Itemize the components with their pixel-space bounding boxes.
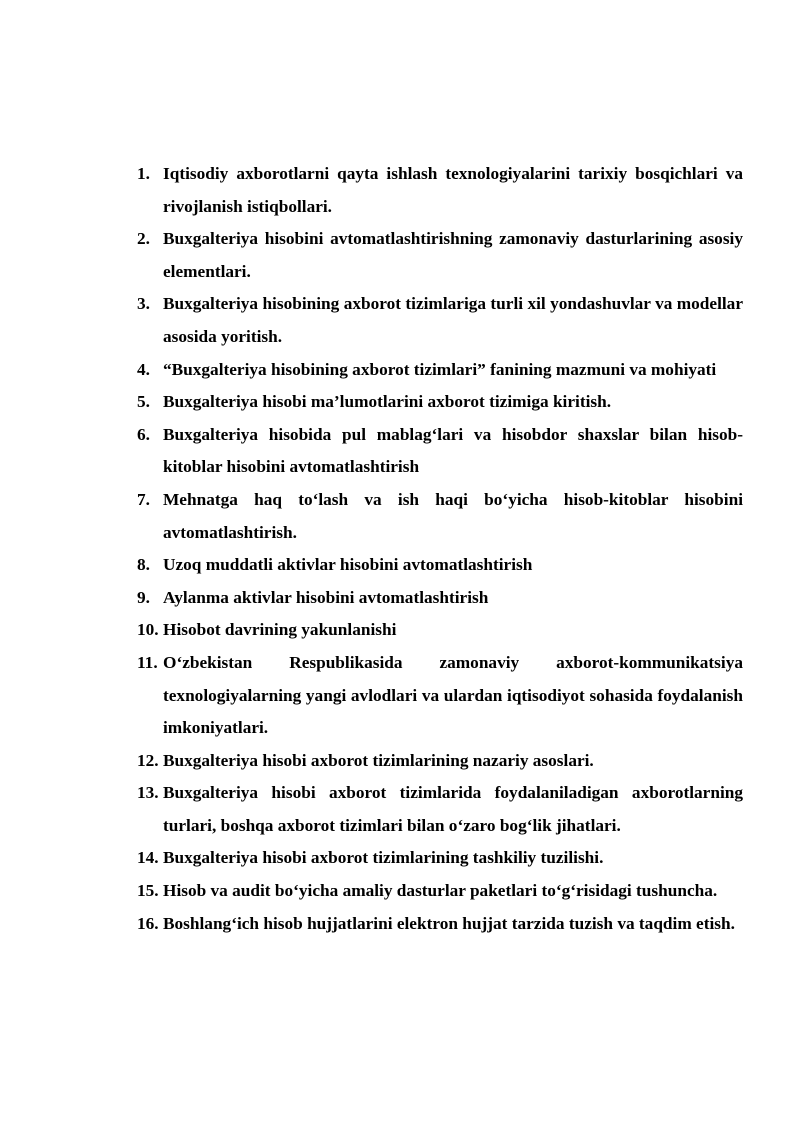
list-item-number: 1. — [137, 164, 150, 183]
list-item — [137, 484, 743, 549]
list-item-number: 8. — [137, 555, 150, 575]
list-item — [137, 745, 743, 778]
list-item-number: 6. — [137, 424, 150, 444]
list-item-text: “Buxgalteriya hisobining axborot tizimlari” fanining mazmuni va mohiyati — [163, 359, 717, 379]
list-item-text: Hisob va audit bo‘yicha amaliy dasturlar paketlari to‘g‘risidagi tushuncha. — [163, 881, 718, 901]
list-item-number: 4. — [137, 359, 150, 379]
list-item-text: Buxgalteriya hisobida pul mablag‘lari va hisobdor shaxslar bilan hisob-kitoblar hisobini avtomatlashtirish — [163, 424, 743, 477]
list-item — [137, 647, 743, 745]
list-item — [137, 158, 743, 223]
list-item-number: 3. — [137, 294, 150, 314]
list-item — [137, 223, 743, 288]
list-item-text: Buxgalteriya hisobini avtomatlashtirishning zamonaviy dasturlarining asosiy elementlari. — [163, 229, 743, 281]
list-item — [137, 842, 743, 875]
list-item-text: Iqtisodiy axborotlarni qayta ishlash texnologiyalarini tarixiy bosqichlari va rivojlanish istiqbollari. — [163, 164, 743, 216]
list-item-text: Buxgalteriya hisobi ma’lumotlarini axborot tizimiga kiritish. — [163, 392, 612, 412]
list-item — [137, 908, 743, 941]
topic-list — [137, 158, 743, 940]
list-item — [137, 354, 743, 387]
list-item-number: 7. — [137, 489, 150, 509]
list-item-text: Mehnatga haq to‘lash va ish haqi bo‘yicha hisob-kitoblar hisobini avtomatlashtirish. — [163, 489, 743, 542]
list-item-text: Uzoq muddatli aktivlar hisobini avtomatlashtirish — [163, 555, 533, 575]
list-item-number: 5. — [137, 392, 150, 412]
list-item — [137, 582, 743, 615]
list-item — [137, 614, 743, 647]
list-item-number: 13. — [137, 783, 159, 803]
list-item-text: Buxgalteriya hisobi axborot tizimlarining tashkiliy tuzilishi. — [163, 848, 604, 868]
list-item-text: Buxgalteriya hisobi axborot tizimlarining nazariy asoslari. — [163, 750, 594, 770]
list-item — [137, 419, 743, 484]
list-item-number: 2. — [137, 229, 150, 249]
list-item-number: 9. — [137, 587, 150, 607]
list-item-number: 15. — [137, 881, 159, 901]
list-item — [137, 549, 743, 582]
list-item-number: 16. — [137, 913, 159, 933]
list-item-number: 11. — [137, 652, 158, 672]
list-item-text: Boshlang‘ich hisob hujjatlarini elektron hujjat tarzida tuzish va taqdim etish. — [163, 913, 735, 933]
list-item-text: O‘zbekistan Respublikasida zamonaviy axborot-kommunikatsiya texnologiyalarning yangi avlodlari va ulardan iqtisodiyot sohasida foydalanish imkoniyatlari. — [163, 652, 743, 738]
list-item — [137, 875, 743, 908]
list-item — [137, 288, 743, 353]
list-item-number: 14. — [137, 848, 159, 868]
list-item-text: Buxgalteriya hisobining axborot tizimlariga turli xil yondashuvlar va modellar asosida yoritish. — [163, 294, 743, 346]
list-item-number: 10. — [137, 620, 159, 640]
list-item-text: Buxgalteriya hisobi axborot tizimlarida foydalaniladigan axborotlarning turlari, boshqa axborot tizimlari bilan o‘zaro bog‘lik jihatlari. — [163, 783, 743, 835]
list-item-number: 12. — [137, 750, 159, 770]
list-item — [137, 386, 743, 419]
list-item — [137, 777, 743, 842]
list-item-text: Aylanma aktivlar hisobini avtomatlashtirish — [163, 587, 489, 607]
list-item-text: Hisobot davrining yakunlanishi — [163, 620, 397, 640]
